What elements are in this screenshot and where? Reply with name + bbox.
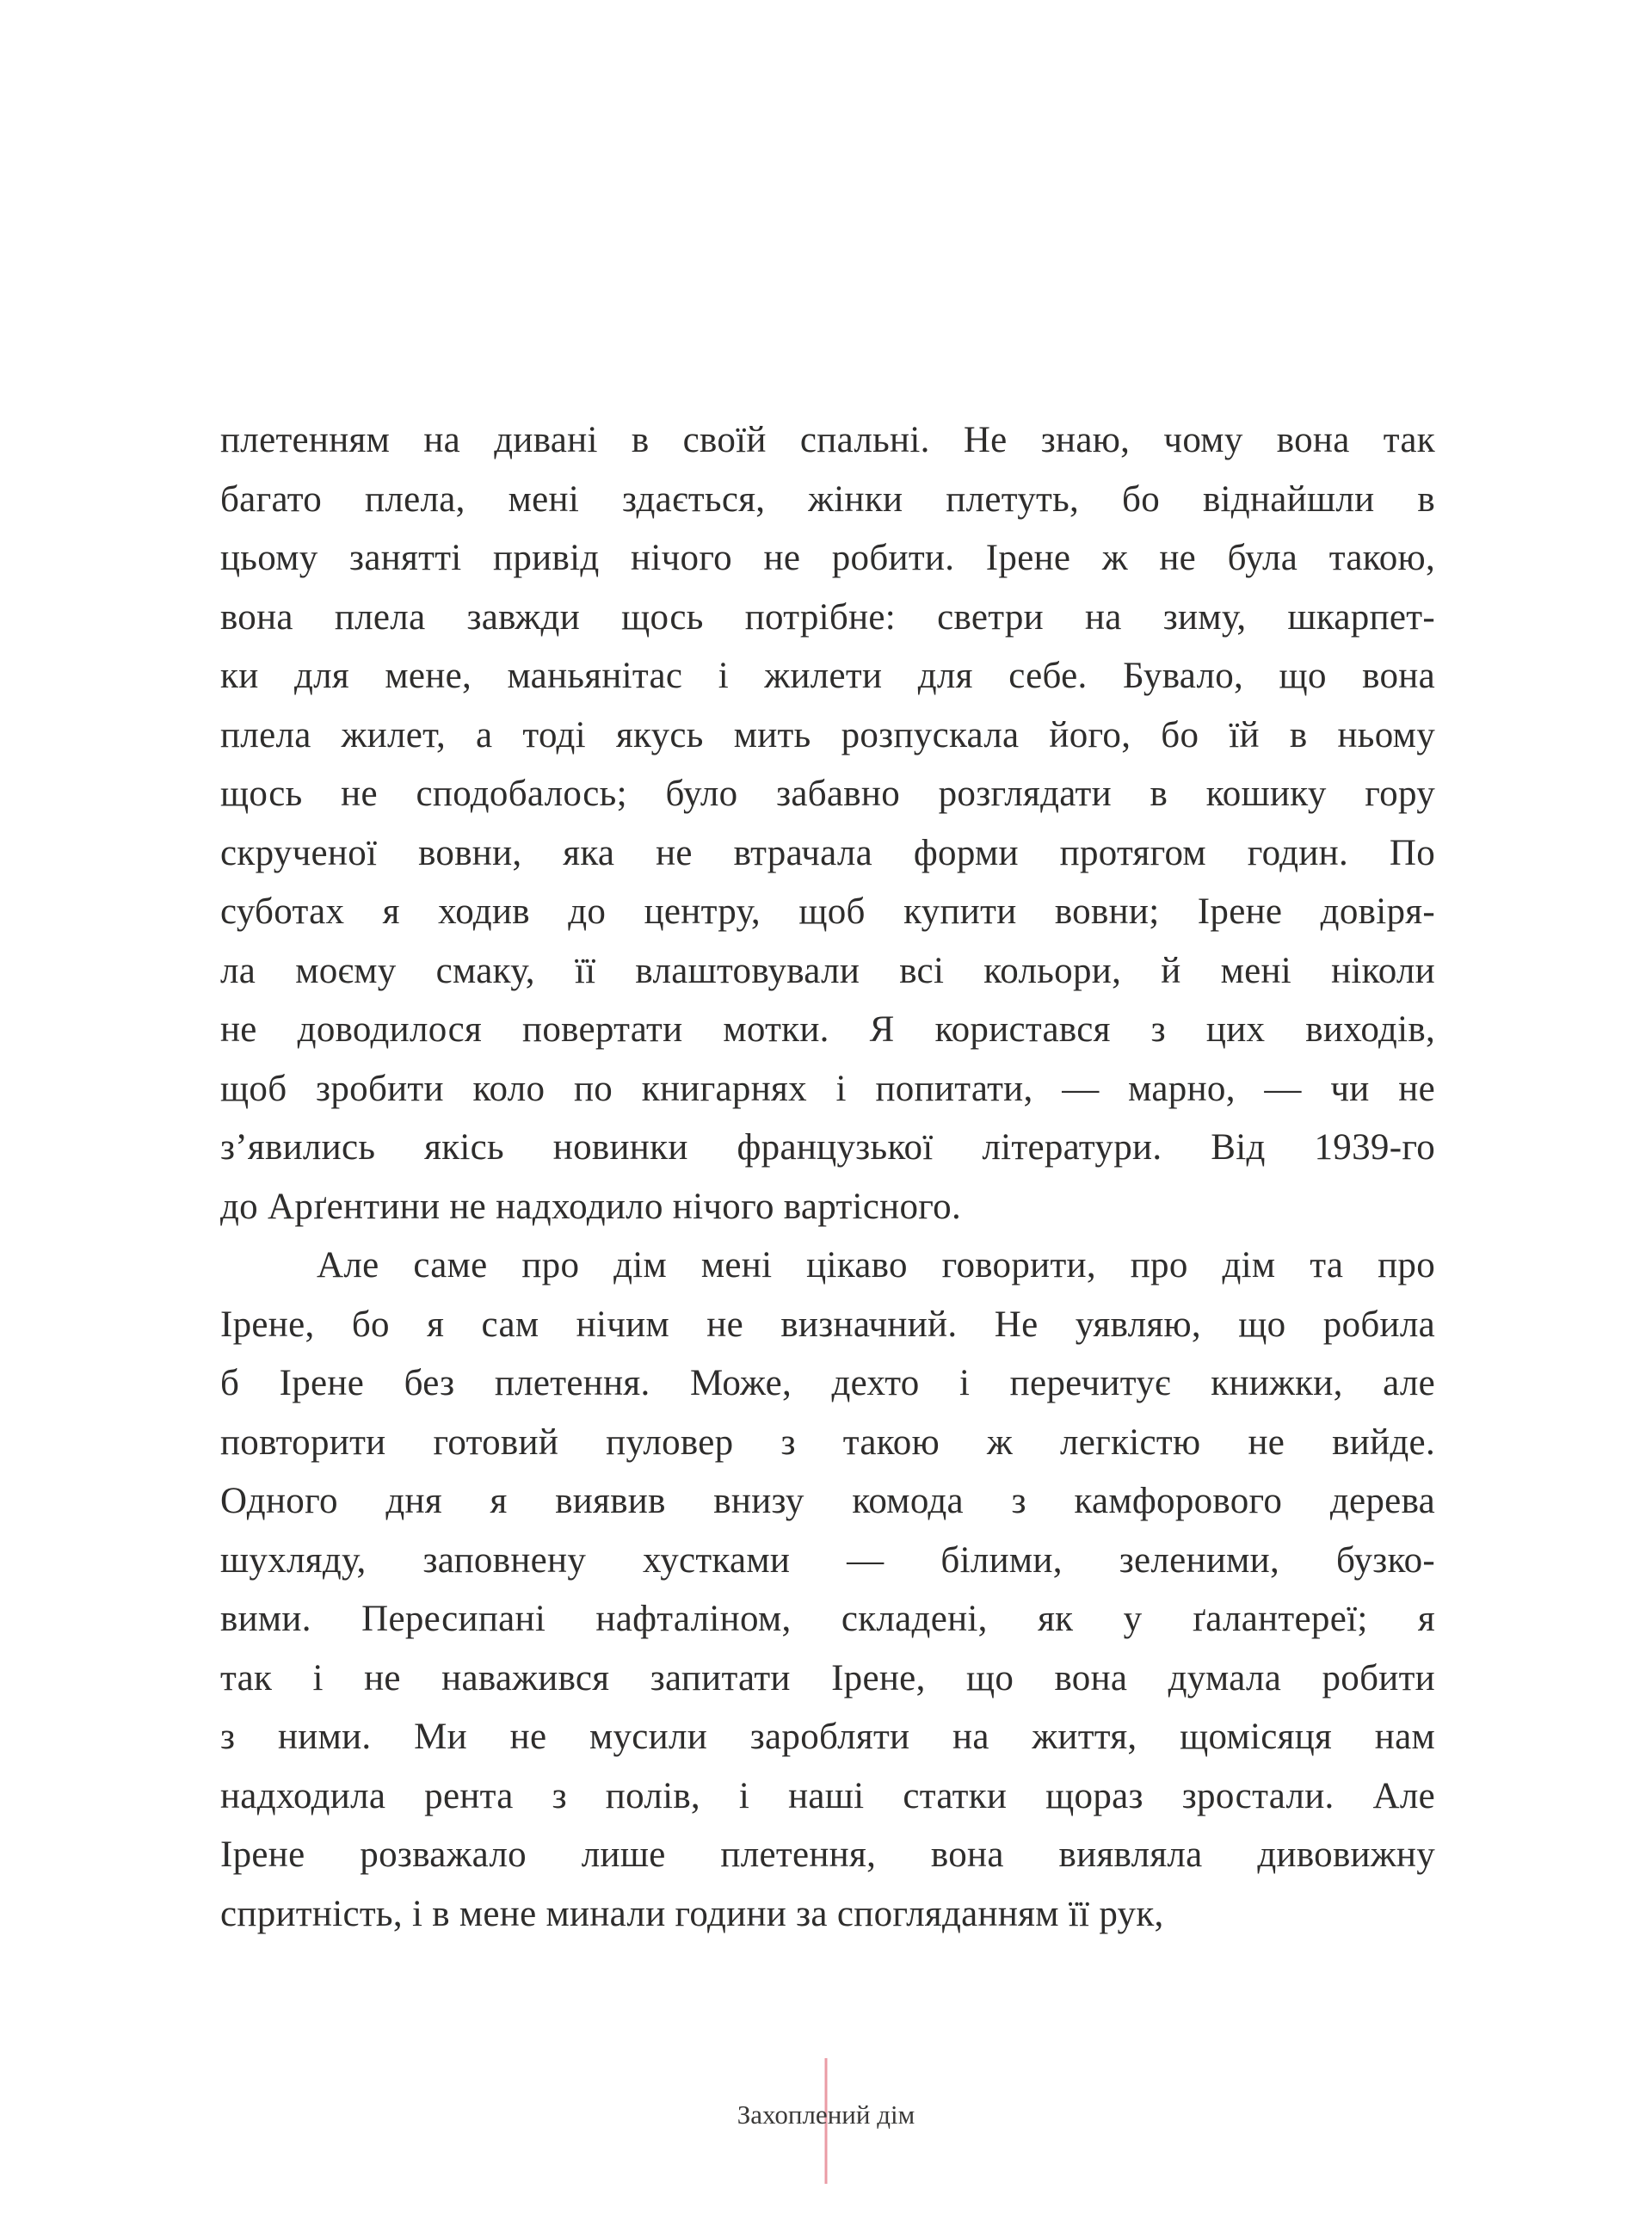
text-line: цьому занятті привід нічого не робити. Ірене ж не була такою, <box>220 538 1435 578</box>
text-line: суботах я ходив до центру, щоб купити вовни; Ірене довіря- <box>220 891 1435 932</box>
text-line: з ними. Ми не мусили заробляти на життя, щомісяця нам <box>220 1717 1435 1757</box>
paragraph <box>220 1236 1435 1944</box>
text-line: ки для мене, маньянітас і жилети для себе. Бувало, що вона <box>220 656 1435 696</box>
text-line: плетенням на дивані в своїй спальні. Не знаю, чому вона так <box>220 420 1435 460</box>
text-line: повторити готовий пуловер з такою ж легкістю не вийде. <box>220 1421 1435 1463</box>
text-line: з’явились якісь новинки французької літератури. Від 1939-го <box>220 1127 1435 1168</box>
text-line: вими. Пересипані нафталіном, складені, як у ґалантереї; я <box>220 1599 1435 1639</box>
text-line: скрученої вовни, яка не втрачала форми протягом годин. По <box>220 832 1435 873</box>
text-line: до Арґентини не надходило нічого вартісного. <box>220 1186 962 1227</box>
text-line: щоб зробити коло по книгарнях і попитати, — марно, — чи не <box>220 1068 1435 1109</box>
page-footer <box>0 2058 1652 2187</box>
text-line: шухляду, заповнену хустками — білими, зеленими, бузко- <box>220 1539 1435 1581</box>
text-line: ла моєму смаку, її влаштовували всі кольори, й мені ніколи <box>220 950 1435 991</box>
text-line: щось не сподобалось; було забавно розглядати в кошику гору <box>220 774 1435 814</box>
text-line: Ірене розважало лише плетення, вона виявляла дивовижну <box>220 1834 1435 1875</box>
page-text-block <box>220 411 1435 1944</box>
text-line: багато плела, мені здається, жінки плетуть, бо віднайшли в <box>220 478 1435 520</box>
text-line: вона плела завжди щось потрібне: светри на зиму, шкарпет- <box>220 596 1435 638</box>
text-line: надходила рента з полів, і наші статки щораз зростали. Але <box>220 1775 1435 1816</box>
text-line: б Ірене без плетення. Може, дехто і перечитує книжки, але <box>220 1363 1435 1403</box>
text-line: плела жилет, а тоді якусь мить розпускала його, бо їй в ньому <box>220 714 1435 755</box>
text-line: Але саме про дім мені цікаво говорити, про дім та про <box>317 1245 1435 1285</box>
text-line: спритність, і в мене минали години за спогляданням її рук, <box>220 1893 1164 1934</box>
text-line: Одного дня я виявив внизу комода з камфорового дерева <box>220 1481 1435 1521</box>
running-title: Захоплений дім <box>737 2099 915 2130</box>
text-line: не доводилося повертати мотки. Я користався з цих виходів, <box>220 1009 1435 1050</box>
paragraph <box>220 411 1435 1236</box>
text-line: так і не наважився запитати Ірене, що вона думала робити <box>220 1657 1435 1699</box>
text-line: Ірене, бо я сам нічим не визначний. Не уявляю, що робила <box>220 1304 1435 1345</box>
